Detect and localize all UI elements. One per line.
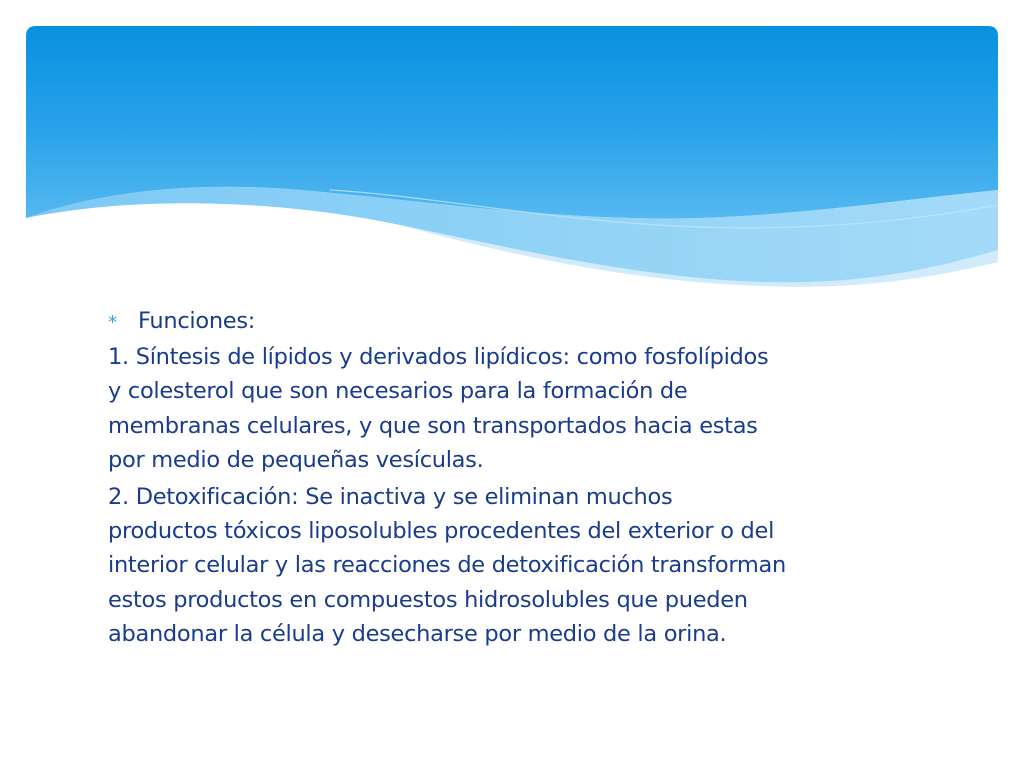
header-wave-banner — [0, 0, 1024, 300]
paragraph-detoxificacion: 2. Detoxificación: Se inactiva y se eliminan muchos productos tóxicos liposolubles procedentes del exterior o del interior celular y las reacciones de detoxificación transforman estos productos en compuestos hidrosolubles que pueden abandonar la célula y desecharse por medio de la orina. — [108, 484, 786, 647]
paragraph-sintesis: 1. Síntesis de lípidos y derivados lipídicos: como fosfolípidos y colesterol que son necesarios para la formación de membranas celulares, y que son transportados hacia estas por medio de pequeñas vesículas. — [108, 344, 769, 473]
bullet-item — [108, 304, 928, 340]
slide-body — [108, 304, 928, 654]
asterisk-bullet-icon: * — [108, 312, 117, 333]
bullet-label: Funciones: — [138, 308, 256, 334]
